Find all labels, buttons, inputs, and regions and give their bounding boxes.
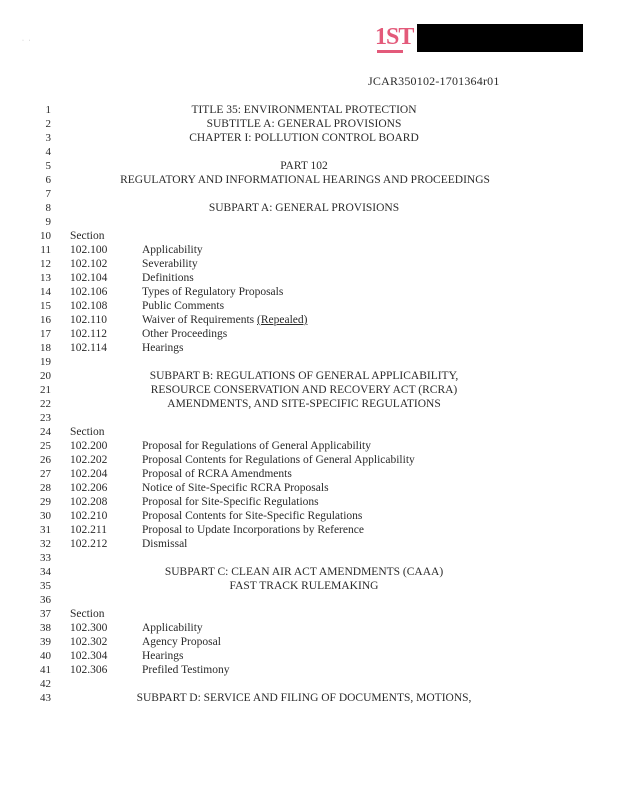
line-number: 40 (40, 650, 51, 662)
line-34 (0, 565, 618, 579)
toc-row (0, 649, 618, 663)
section-title: Applicability (142, 622, 203, 634)
line-number: 19 (40, 356, 51, 368)
line-1 (0, 103, 618, 117)
section-number: 102.304 (70, 650, 108, 662)
section-number: 102.110 (70, 314, 107, 326)
section-number: 102.206 (70, 482, 108, 494)
toc-row (0, 467, 618, 481)
line-number: 18 (40, 342, 51, 354)
line-number: 33 (40, 552, 51, 564)
section-label: Section (70, 426, 105, 438)
section-title: Proposal of RCRA Amendments (142, 468, 292, 480)
toc-row (0, 635, 618, 649)
toc-row (0, 663, 618, 677)
line-number: 9 (45, 216, 51, 228)
subpart-b-heading: AMENDMENTS, AND SITE-SPECIFIC REGULATIONS (167, 398, 441, 410)
line-number: 43 (40, 692, 51, 704)
section-title: Public Comments (142, 300, 225, 312)
toc-row (0, 313, 618, 327)
line-24 (0, 425, 618, 439)
toc-row (0, 537, 618, 551)
line-number: 4 (45, 146, 51, 158)
section-number: 102.210 (70, 510, 108, 522)
subpart-c-heading: SUBPART C: CLEAN AIR ACT AMENDMENTS (CAAA) (164, 566, 444, 578)
line-number: 37 (40, 608, 51, 620)
toc-row (0, 271, 618, 285)
section-title: Types of Regulatory Proposals (142, 286, 284, 298)
section-number: 102.204 (70, 468, 108, 480)
line-number: 25 (40, 440, 51, 452)
section-title: Agency Proposal (142, 636, 221, 648)
line-19 (0, 355, 618, 369)
line-number: 12 (40, 258, 51, 270)
line-6 (0, 173, 618, 187)
section-number: 102.100 (70, 244, 108, 256)
section-title: Hearings (142, 650, 184, 662)
section-number: 102.102 (70, 258, 108, 270)
toc-row (0, 439, 618, 453)
section-title: Notice of Site-Specific RCRA Proposals (142, 482, 329, 494)
section-number: 102.212 (70, 538, 108, 550)
line-21 (0, 383, 618, 397)
section-number: 102.112 (70, 328, 107, 340)
line-5 (0, 159, 618, 173)
toc-row (0, 509, 618, 523)
part-title: REGULATORY AND INFORMATIONAL HEARINGS AND PROCEEDINGS (120, 174, 490, 186)
section-title: Proposal Contents for Regulations of General Applicability (142, 454, 415, 466)
subpart-b-heading: SUBPART B: REGULATIONS OF GENERAL APPLICABILITY, (149, 370, 459, 382)
section-title: Proposal to Update Incorporations by Reference (142, 524, 364, 536)
line-number: 36 (40, 594, 51, 606)
line-number: 24 (40, 426, 51, 438)
title-heading: TITLE 35: ENVIRONMENTAL PROTECTION (191, 104, 417, 116)
section-title: Waiver of Requirements (Repealed) (142, 314, 308, 326)
toc-row (0, 523, 618, 537)
section-number: 102.306 (70, 664, 108, 676)
line-7 (0, 187, 618, 201)
line-number: 38 (40, 622, 51, 634)
subpart-c-heading: FAST TRACK RULEMAKING (229, 580, 379, 592)
line-number: 6 (45, 174, 51, 186)
line-42 (0, 677, 618, 691)
section-number: 102.211 (70, 524, 107, 536)
section-title: Proposal for Regulations of General Applicability (142, 440, 371, 452)
toc-row (0, 285, 618, 299)
section-title: Severability (142, 258, 198, 270)
repealed-note: (Repealed) (257, 314, 308, 326)
line-number: 1 (45, 104, 51, 116)
line-number: 10 (40, 230, 51, 242)
line-number: 17 (40, 328, 51, 340)
line-number: 16 (40, 314, 51, 326)
line-number: 5 (45, 160, 51, 172)
line-number: 35 (40, 580, 51, 592)
line-number: 22 (40, 398, 51, 410)
section-number: 102.104 (70, 272, 108, 284)
subpart-a-heading: SUBPART A: GENERAL PROVISIONS (208, 202, 400, 214)
line-number: 30 (40, 510, 51, 522)
line-number: 14 (40, 286, 51, 298)
first-stamp-icon: 1ST (375, 25, 405, 53)
document-id: JCAR350102-1701364r01 (368, 74, 500, 88)
line-22 (0, 397, 618, 411)
section-title: Applicability (142, 244, 203, 256)
section-title: Prefiled Testimony (142, 664, 230, 676)
line-number: 11 (40, 244, 51, 256)
line-number: 39 (40, 636, 51, 648)
part-heading: PART 102 (280, 160, 328, 172)
line-4 (0, 145, 618, 159)
line-36 (0, 593, 618, 607)
section-number: 102.208 (70, 496, 108, 508)
line-number: 32 (40, 538, 51, 550)
chapter-heading: CHAPTER I: POLLUTION CONTROL BOARD (189, 132, 419, 144)
section-title: Proposal Contents for Site-Specific Regulations (142, 510, 363, 522)
section-number: 102.106 (70, 286, 108, 298)
toc-row (0, 621, 618, 635)
section-title: Hearings (142, 342, 184, 354)
section-number: 102.302 (70, 636, 108, 648)
section-title: Dismissal (142, 538, 188, 550)
line-43 (0, 691, 618, 705)
line-20 (0, 369, 618, 383)
section-number: 102.108 (70, 300, 108, 312)
toc-row (0, 341, 618, 355)
line-number: 26 (40, 454, 51, 466)
line-number: 42 (40, 678, 51, 690)
section-label: Section (70, 608, 105, 620)
line-10 (0, 229, 618, 243)
section-number: 102.114 (70, 342, 107, 354)
subpart-b-heading: RESOURCE CONSERVATION AND RECOVERY ACT (RCRA) (150, 384, 458, 396)
line-number: 3 (45, 132, 51, 144)
line-23 (0, 411, 618, 425)
line-number: 2 (45, 118, 51, 130)
section-label: Section (70, 230, 105, 242)
line-number: 28 (40, 482, 51, 494)
toc-row (0, 495, 618, 509)
line-number: 21 (40, 384, 51, 396)
line-number: 34 (40, 566, 51, 578)
subtitle-heading: SUBTITLE A: GENERAL PROVISIONS (206, 118, 402, 130)
toc-row (0, 481, 618, 495)
section-title: Proposal for Site-Specific Regulations (142, 496, 319, 508)
line-37 (0, 607, 618, 621)
scan-specks: · · (22, 38, 31, 44)
line-35 (0, 579, 618, 593)
toc-row (0, 453, 618, 467)
line-2 (0, 117, 618, 131)
line-8 (0, 201, 618, 215)
line-9 (0, 215, 618, 229)
line-3 (0, 131, 618, 145)
redaction-block (417, 24, 583, 52)
toc-row (0, 257, 618, 271)
line-33 (0, 551, 618, 565)
line-number: 7 (45, 188, 51, 200)
toc-row (0, 243, 618, 257)
line-number: 13 (40, 272, 51, 284)
line-number: 15 (40, 300, 51, 312)
line-number: 23 (40, 412, 51, 424)
line-number: 8 (45, 202, 51, 214)
toc-row (0, 299, 618, 313)
section-number: 102.202 (70, 454, 108, 466)
line-number: 29 (40, 496, 51, 508)
section-number: 102.200 (70, 440, 108, 452)
section-number: 102.300 (70, 622, 108, 634)
line-number: 27 (40, 468, 51, 480)
section-title: Other Proceedings (142, 328, 228, 340)
toc-row (0, 327, 618, 341)
section-title: Definitions (142, 272, 194, 284)
subpart-d-heading: SUBPART D: SERVICE AND FILING OF DOCUMENTS, MOTIONS, (136, 692, 472, 704)
line-number: 41 (40, 664, 51, 676)
line-number: 20 (40, 370, 51, 382)
line-number: 31 (40, 524, 51, 536)
